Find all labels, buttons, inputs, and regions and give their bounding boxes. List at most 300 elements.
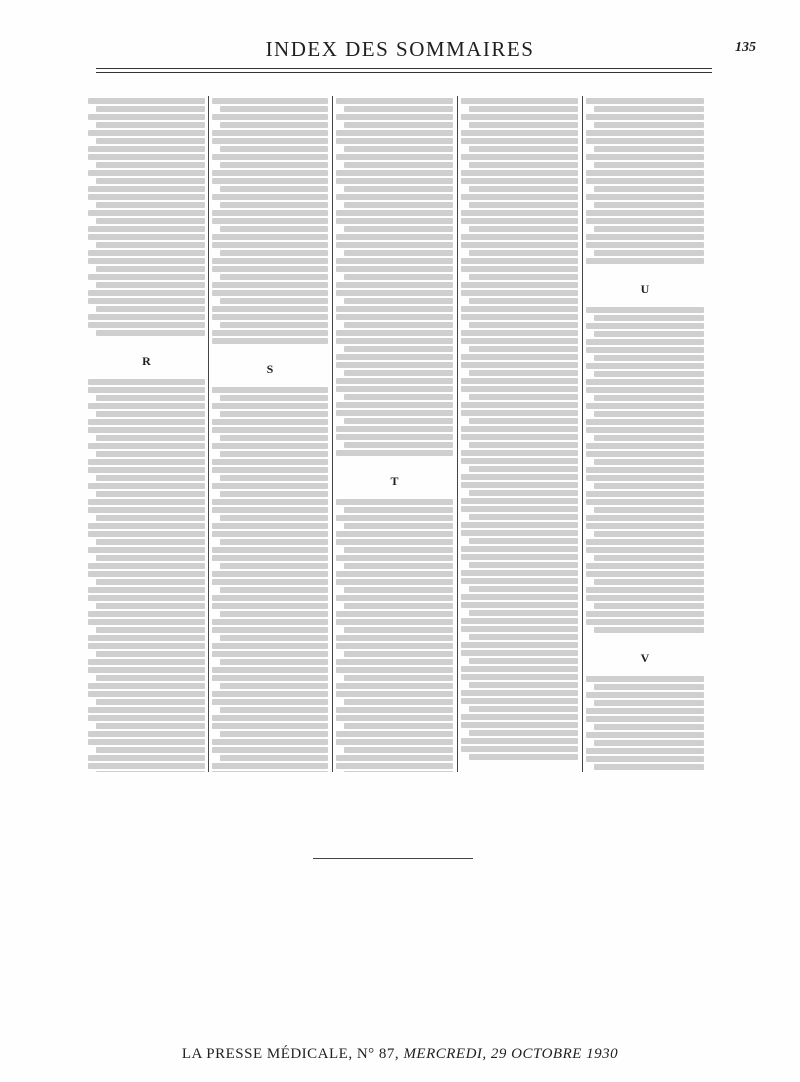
text-line <box>212 114 328 120</box>
text-line <box>461 738 578 744</box>
text-line <box>344 146 453 152</box>
text-line <box>88 234 205 240</box>
text-line <box>461 626 578 632</box>
text-line <box>96 218 205 224</box>
text-line <box>469 514 578 520</box>
text-line <box>96 475 205 481</box>
text-line <box>212 763 328 769</box>
text-line <box>586 708 704 714</box>
text-line <box>586 716 704 722</box>
text-line <box>586 218 704 224</box>
text-line <box>212 403 328 409</box>
text-line <box>594 411 704 417</box>
text-line <box>586 692 704 698</box>
text-line <box>96 555 205 561</box>
text-line <box>461 578 578 584</box>
text-line <box>88 146 205 152</box>
text-line <box>586 748 704 754</box>
text-line <box>88 755 205 761</box>
text-line <box>212 499 328 505</box>
text-line <box>594 459 704 465</box>
column-separator <box>582 96 583 772</box>
text-line <box>461 602 578 608</box>
text-line <box>336 595 453 601</box>
entries-block-2 <box>88 379 205 772</box>
text-line <box>586 242 704 248</box>
text-line <box>212 627 328 633</box>
text-line <box>96 603 205 609</box>
text-line <box>594 483 704 489</box>
footer-publication: LA PRESSE MÉDICALE, N° 87, <box>181 1046 404 1062</box>
text-line <box>212 595 328 601</box>
text-line <box>220 515 328 521</box>
text-line <box>212 667 328 673</box>
section-divider <box>313 858 473 859</box>
text-line <box>461 114 578 120</box>
text-line <box>594 764 704 770</box>
text-line <box>461 594 578 600</box>
text-line <box>469 394 578 400</box>
text-line <box>220 635 328 641</box>
text-line <box>469 106 578 112</box>
text-line <box>594 371 704 377</box>
text-line <box>336 579 453 585</box>
text-line <box>586 467 704 473</box>
text-line <box>220 475 328 481</box>
text-line <box>212 314 328 320</box>
text-line <box>88 739 205 745</box>
text-line <box>344 747 453 753</box>
text-line <box>336 755 453 761</box>
text-line <box>461 338 578 344</box>
text-line <box>461 138 578 144</box>
text-line <box>96 202 205 208</box>
text-line <box>88 314 205 320</box>
text-line <box>96 138 205 144</box>
text-line <box>212 138 328 144</box>
text-line <box>336 98 453 104</box>
text-line <box>594 435 704 441</box>
text-line <box>586 234 704 240</box>
text-line <box>336 635 453 641</box>
text-line <box>88 499 205 505</box>
text-line <box>594 331 704 337</box>
text-line <box>344 370 453 376</box>
text-line <box>469 586 578 592</box>
text-line <box>88 707 205 713</box>
header-rule-bottom <box>96 72 712 73</box>
text-line <box>461 378 578 384</box>
text-line <box>96 747 205 753</box>
text-line <box>88 98 205 104</box>
text-line <box>336 739 453 745</box>
text-line <box>96 675 205 681</box>
text-line <box>212 282 328 288</box>
text-line <box>461 130 578 136</box>
text-line <box>461 674 578 680</box>
text-line <box>586 138 704 144</box>
text-line <box>96 306 205 312</box>
footer-date: MERCREDI, 29 OCTOBRE 1930 <box>403 1046 619 1062</box>
text-line <box>96 627 205 633</box>
text-line <box>336 691 453 697</box>
text-line <box>461 178 578 184</box>
text-line <box>469 186 578 192</box>
text-line <box>336 330 453 336</box>
text-line <box>469 442 578 448</box>
text-line <box>586 571 704 577</box>
text-line <box>88 130 205 136</box>
text-line <box>586 475 704 481</box>
text-line <box>88 379 205 385</box>
text-line <box>212 443 328 449</box>
text-line <box>220 539 328 545</box>
text-line <box>586 339 704 345</box>
text-line <box>336 619 453 625</box>
text-line <box>88 691 205 697</box>
text-line <box>88 210 205 216</box>
text-line <box>594 395 704 401</box>
text-line <box>96 395 205 401</box>
section-letter-r: R <box>142 354 151 368</box>
text-line <box>594 531 704 537</box>
text-line <box>586 170 704 176</box>
text-line <box>88 419 205 425</box>
text-line <box>461 266 578 272</box>
text-line <box>594 122 704 128</box>
text-line <box>469 490 578 496</box>
text-line <box>461 642 578 648</box>
text-line <box>88 619 205 625</box>
text-line <box>220 122 328 128</box>
text-line <box>212 419 328 425</box>
text-line <box>88 643 205 649</box>
text-line <box>594 555 704 561</box>
text-line <box>586 210 704 216</box>
text-line <box>586 547 704 553</box>
text-line <box>96 651 205 657</box>
entries-block-4 <box>212 387 328 772</box>
text-line <box>594 186 704 192</box>
text-line <box>212 427 328 433</box>
section-letter-s: S <box>266 362 274 376</box>
text-line <box>212 290 328 296</box>
text-line <box>96 435 205 441</box>
text-line <box>88 250 205 256</box>
text-line <box>212 507 328 513</box>
text-line <box>461 746 578 752</box>
text-line <box>336 290 453 296</box>
text-line <box>212 691 328 697</box>
text-line <box>586 427 704 433</box>
text-line <box>594 146 704 152</box>
text-line <box>469 370 578 376</box>
text-line <box>336 362 453 368</box>
entries-block-3 <box>212 98 328 344</box>
text-line <box>344 322 453 328</box>
text-line <box>344 202 453 208</box>
text-line <box>344 771 453 772</box>
text-line <box>586 443 704 449</box>
text-line <box>96 771 205 772</box>
text-line <box>336 178 453 184</box>
text-line <box>212 338 328 344</box>
text-line <box>469 346 578 352</box>
text-line <box>461 546 578 552</box>
text-line <box>336 218 453 224</box>
text-line <box>461 722 578 728</box>
text-line <box>88 563 205 569</box>
text-line <box>96 242 205 248</box>
text-line <box>212 715 328 721</box>
text-line <box>336 499 453 505</box>
text-line <box>586 323 704 329</box>
text-line <box>212 547 328 553</box>
text-line <box>88 595 205 601</box>
text-line <box>88 114 205 120</box>
text-line <box>212 258 328 264</box>
text-line <box>586 258 704 264</box>
text-line <box>586 451 704 457</box>
text-line <box>469 466 578 472</box>
text-line <box>212 739 328 745</box>
text-line <box>336 338 453 344</box>
text-line <box>220 683 328 689</box>
text-line <box>461 170 578 176</box>
text-line <box>461 314 578 320</box>
text-line <box>586 619 704 625</box>
text-line <box>586 595 704 601</box>
text-line <box>220 146 328 152</box>
text-line <box>212 555 328 561</box>
index-column-3 <box>336 96 453 772</box>
text-line <box>88 322 205 328</box>
text-line <box>594 724 704 730</box>
text-line <box>461 386 578 392</box>
text-line <box>586 403 704 409</box>
text-line <box>344 346 453 352</box>
text-line <box>469 418 578 424</box>
text-line <box>88 427 205 433</box>
text-line <box>461 474 578 480</box>
text-line <box>88 547 205 553</box>
text-line <box>88 258 205 264</box>
text-line <box>461 698 578 704</box>
text-line <box>461 234 578 240</box>
text-line <box>461 434 578 440</box>
text-line <box>220 274 328 280</box>
text-line <box>461 666 578 672</box>
text-line <box>586 611 704 617</box>
text-line <box>212 723 328 729</box>
text-line <box>461 506 578 512</box>
text-line <box>336 234 453 240</box>
text-line <box>220 162 328 168</box>
text-line <box>469 562 578 568</box>
text-line <box>96 266 205 272</box>
text-line <box>344 442 453 448</box>
text-line <box>336 539 453 545</box>
text-line <box>344 226 453 232</box>
text-line <box>212 571 328 577</box>
text-line <box>336 707 453 713</box>
text-line <box>461 194 578 200</box>
text-line <box>220 731 328 737</box>
index-column-4 <box>461 96 578 772</box>
text-line <box>212 651 328 657</box>
text-line <box>220 611 328 617</box>
header-rule-top <box>96 68 712 69</box>
text-line <box>461 218 578 224</box>
text-line <box>96 579 205 585</box>
text-line <box>461 282 578 288</box>
text-line <box>88 443 205 449</box>
page-footer <box>0 1046 800 1063</box>
text-line <box>461 498 578 504</box>
text-line <box>96 411 205 417</box>
text-line <box>469 682 578 688</box>
index-column-2 <box>212 96 328 772</box>
text-line <box>220 435 328 441</box>
text-line <box>88 611 205 617</box>
text-line <box>469 298 578 304</box>
text-line <box>344 418 453 424</box>
section-letter-u: U <box>640 282 650 296</box>
text-line <box>88 467 205 473</box>
text-line <box>469 226 578 232</box>
text-line <box>594 684 704 690</box>
text-line <box>344 523 453 529</box>
text-line <box>344 723 453 729</box>
text-line <box>212 699 328 705</box>
entries-block-9 <box>586 307 704 633</box>
text-line <box>336 314 453 320</box>
text-line <box>469 538 578 544</box>
text-line <box>336 643 453 649</box>
text-line <box>594 355 704 361</box>
text-line <box>212 330 328 336</box>
text-line <box>469 610 578 616</box>
text-line <box>212 579 328 585</box>
text-line <box>88 523 205 529</box>
text-line <box>336 731 453 737</box>
text-line <box>96 162 205 168</box>
text-line <box>212 467 328 473</box>
text-line <box>461 522 578 528</box>
text-line <box>461 402 578 408</box>
text-line <box>344 274 453 280</box>
text-line <box>88 170 205 176</box>
text-line <box>220 451 328 457</box>
text-line <box>220 298 328 304</box>
text-line <box>586 347 704 353</box>
text-line <box>220 395 328 401</box>
text-line <box>336 555 453 561</box>
text-line <box>461 98 578 104</box>
text-line <box>336 154 453 160</box>
text-line <box>344 394 453 400</box>
text-line <box>88 763 205 769</box>
text-line <box>336 378 453 384</box>
text-line <box>594 315 704 321</box>
text-line <box>336 531 453 537</box>
entries-block-8 <box>586 98 704 264</box>
text-line <box>586 363 704 369</box>
text-line <box>96 491 205 497</box>
text-line <box>212 170 328 176</box>
text-line <box>344 547 453 553</box>
text-line <box>212 603 328 609</box>
text-line <box>88 290 205 296</box>
text-line <box>594 603 704 609</box>
text-line <box>594 627 704 633</box>
text-line <box>212 178 328 184</box>
text-line <box>212 643 328 649</box>
text-line <box>469 122 578 128</box>
text-line <box>336 571 453 577</box>
entries-block-5 <box>336 98 453 456</box>
text-line <box>461 290 578 296</box>
text-line <box>96 178 205 184</box>
text-line <box>88 274 205 280</box>
text-line <box>220 587 328 593</box>
text-line <box>336 138 453 144</box>
text-line <box>88 387 205 393</box>
text-line <box>344 298 453 304</box>
text-line <box>461 650 578 656</box>
text-line <box>88 194 205 200</box>
text-line <box>594 106 704 112</box>
text-line <box>586 732 704 738</box>
text-line <box>344 587 453 593</box>
text-line <box>96 122 205 128</box>
text-line <box>461 362 578 368</box>
text-line <box>586 379 704 385</box>
text-line <box>469 658 578 664</box>
text-line <box>220 226 328 232</box>
text-line <box>344 162 453 168</box>
text-line <box>88 667 205 673</box>
text-line <box>586 523 704 529</box>
text-line <box>461 450 578 456</box>
page-title: INDEX DES SOMMAIRES <box>265 37 535 61</box>
text-line <box>586 307 704 313</box>
text-line <box>96 451 205 457</box>
text-line <box>336 242 453 248</box>
text-line <box>461 426 578 432</box>
text-line <box>336 266 453 272</box>
text-line <box>594 250 704 256</box>
text-line <box>336 450 453 456</box>
text-line <box>88 507 205 513</box>
text-line <box>594 226 704 232</box>
text-line <box>336 210 453 216</box>
text-line <box>220 186 328 192</box>
text-line <box>461 242 578 248</box>
text-line <box>594 507 704 513</box>
text-line <box>212 242 328 248</box>
text-line <box>586 539 704 545</box>
text-line <box>461 306 578 312</box>
text-line <box>336 659 453 665</box>
text-line <box>212 483 328 489</box>
text-line <box>96 282 205 288</box>
text-line <box>220 707 328 713</box>
text-line <box>336 683 453 689</box>
text-line <box>96 515 205 521</box>
text-line <box>469 634 578 640</box>
text-line <box>461 618 578 624</box>
